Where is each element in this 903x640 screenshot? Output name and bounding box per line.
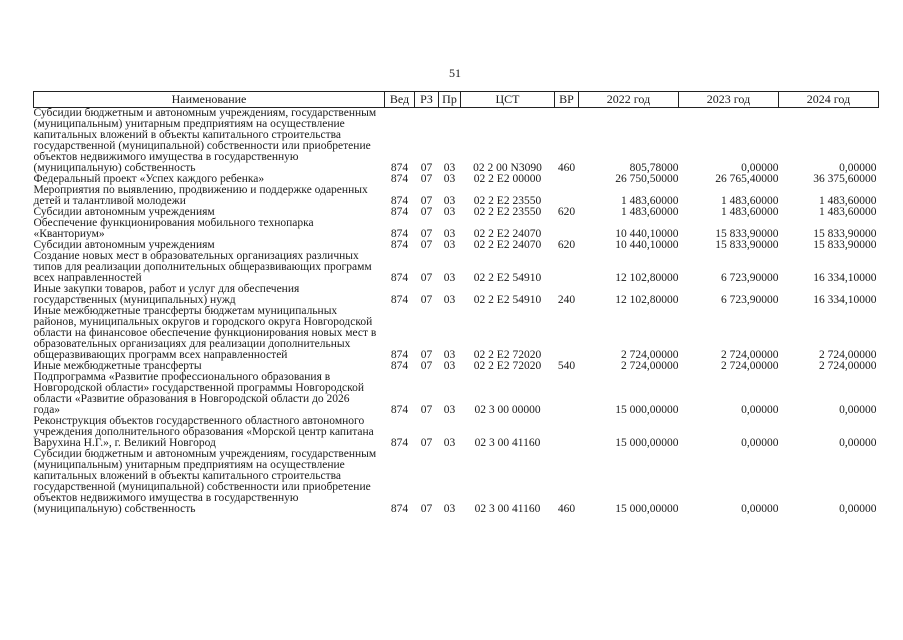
table-row	[34, 372, 879, 416]
row-cst: 02 2 E2 72020	[473, 349, 542, 361]
row-cst: 02 2 E2 23550	[473, 206, 542, 218]
row-name: Подпрограмма «Развитие профессионального образования в Новгородской области» государственной программы Новгородской области «Развитие образования в Новгородской области до 2026 года»	[33, 371, 365, 416]
row-vr	[555, 185, 579, 207]
row-2024: 0,00000	[839, 404, 877, 416]
budget-table	[33, 91, 879, 515]
row-name: Федеральный проект «Успех каждого ребенка»	[33, 173, 265, 185]
row-ved: 874	[390, 173, 409, 185]
row-2022: 15 000,00000	[615, 404, 679, 416]
row-vr: 460	[557, 503, 576, 515]
row-pr: 03	[443, 437, 456, 449]
header-ved: Вед	[385, 92, 415, 108]
row-ved: 874	[390, 349, 409, 361]
row-vr: 240	[557, 294, 576, 306]
row-rz: 07	[420, 294, 433, 306]
row-2023: 15 833,90000	[715, 228, 779, 240]
row-2022: 2 724,00000	[621, 349, 679, 361]
row-2023: 0,00000	[741, 404, 779, 416]
table-row	[34, 284, 879, 306]
row-2024: 1 483,60000	[819, 206, 877, 218]
row-vr: 460	[557, 162, 576, 174]
row-name: Реконструкция объектов государственного областного автономного учреждения дополнительного образования «Морской центр капитана Варухина Н.Г.», г. Великий Новгород	[33, 415, 374, 449]
row-2023: 1 483,60000	[721, 206, 779, 218]
row-2023: 0,00000	[741, 437, 779, 449]
row-name: Иные закупки товаров, работ и услуг для обеспечения государственных (муниципальных) нужд	[33, 283, 300, 306]
row-rz: 07	[420, 349, 433, 361]
row-2022: 15 000,00000	[615, 437, 679, 449]
row-cst: 02 2 E2 24070	[473, 228, 542, 240]
row-vr	[555, 218, 579, 240]
row-cst: 02 3 00 41160	[474, 503, 541, 515]
table-row	[34, 108, 879, 175]
row-cst: 02 2 E2 23550	[473, 195, 542, 207]
header-rz: РЗ	[415, 92, 439, 108]
table-row	[34, 416, 879, 449]
row-rz: 07	[420, 360, 433, 372]
row-pr: 03	[443, 173, 456, 185]
row-rz: 07	[420, 272, 433, 284]
row-rz: 07	[420, 173, 433, 185]
row-cst: 02 2 E2 24070	[473, 239, 542, 251]
row-cst: 02 2 00 N3090	[473, 162, 542, 174]
row-vr	[555, 306, 579, 361]
row-2024: 15 833,90000	[813, 228, 877, 240]
row-ved: 874	[390, 228, 409, 240]
row-cst: 02 2 E2 00000	[473, 173, 542, 185]
row-rz: 07	[420, 206, 433, 218]
row-2023: 2 724,00000	[721, 360, 779, 372]
row-2023: 0,00000	[741, 162, 779, 174]
header-2022: 2022 год	[579, 92, 679, 108]
row-2022: 10 440,10000	[615, 228, 679, 240]
row-name: Субсидии автономным учреждениям	[33, 206, 215, 218]
row-cst: 02 3 00 41160	[474, 437, 541, 449]
table-row	[34, 185, 879, 207]
row-ved: 874	[390, 294, 409, 306]
row-2024: 0,00000	[839, 162, 877, 174]
row-name: Субсидии автономным учреждениям	[33, 239, 215, 251]
row-name: Мероприятия по выявлению, продвижению и поддержке одаренных детей и талантливой молодежи	[33, 184, 368, 207]
row-ved: 874	[390, 162, 409, 174]
row-rz: 07	[420, 239, 433, 251]
table-header-row	[34, 92, 879, 108]
header-pr: Пр	[439, 92, 461, 108]
row-vr	[555, 174, 579, 185]
row-cst: 02 2 E2 54910	[473, 272, 542, 284]
row-name: Иные межбюджетные трансферты бюджетам муниципальных районов, муниципальных округов и городского округа Новгородской области на финансовое обеспечение функционирования новых мест в образовательных организациях для реализации дополнительных общеразвивающих программ всех направленностей	[33, 305, 377, 361]
row-rz: 07	[420, 228, 433, 240]
row-ved: 874	[390, 206, 409, 218]
row-name: Иные межбюджетные трансферты	[33, 360, 202, 372]
row-pr: 03	[443, 228, 456, 240]
header-2024: 2024 год	[779, 92, 879, 108]
row-2022: 15 000,00000	[615, 503, 679, 515]
row-ved: 874	[390, 239, 409, 251]
row-pr: 03	[443, 294, 456, 306]
row-cst: 02 2 E2 72020	[473, 360, 542, 372]
row-2023: 6 723,90000	[721, 272, 779, 284]
row-pr: 03	[443, 503, 456, 515]
table-row	[34, 218, 879, 240]
row-ved: 874	[390, 404, 409, 416]
row-2022: 1 483,60000	[621, 195, 679, 207]
row-2022: 2 724,00000	[621, 360, 679, 372]
row-pr: 03	[443, 349, 456, 361]
row-ved: 874	[390, 195, 409, 207]
row-ved: 874	[390, 272, 409, 284]
row-2022: 10 440,10000	[615, 239, 679, 251]
row-name: Субсидии бюджетным и автономным учреждениям, государственным (муниципальным) унитарным предприятиям на осуществление капитальных вложений в объекты капитального строительства государственной (муниципальной) собственности или приобретение объектов недвижимого имущества в государственную (муниципальную) собственность	[33, 448, 377, 515]
row-ved: 874	[390, 360, 409, 372]
row-2024: 15 833,90000	[813, 239, 877, 251]
row-pr: 03	[443, 360, 456, 372]
row-2022: 1 483,60000	[621, 206, 679, 218]
row-ved: 874	[390, 503, 409, 515]
row-2023: 2 724,00000	[721, 349, 779, 361]
row-vr	[555, 251, 579, 284]
row-name: Обеспечение функционирования мобильного технопарка «Кванториум»	[33, 217, 314, 240]
page-number: 51	[449, 66, 461, 80]
header-vr: ВР	[555, 92, 579, 108]
row-2024: 36 375,60000	[813, 173, 877, 185]
row-2023: 0,00000	[741, 503, 779, 515]
header-cst: ЦСТ	[461, 92, 555, 108]
row-vr: 620	[557, 206, 576, 218]
row-2022: 805,78000	[629, 162, 679, 174]
row-vr	[555, 372, 579, 416]
row-2024: 0,00000	[839, 503, 877, 515]
row-rz: 07	[420, 162, 433, 174]
row-2022: 26 750,50000	[615, 173, 679, 185]
row-2023: 26 765,40000	[715, 173, 779, 185]
row-2023: 15 833,90000	[715, 239, 779, 251]
header-2023: 2023 год	[679, 92, 779, 108]
row-2023: 6 723,90000	[721, 294, 779, 306]
table-row	[34, 449, 879, 515]
row-name: Создание новых мест в образовательных организациях различных типов для реализации дополнительных общеразвивающих программ всех направленностей	[33, 250, 372, 284]
row-cst: 02 2 E2 54910	[473, 294, 542, 306]
row-pr: 03	[443, 162, 456, 174]
row-2024: 16 334,10000	[813, 272, 877, 284]
header-name: Наименование	[34, 92, 385, 108]
row-2022: 12 102,80000	[615, 272, 679, 284]
row-pr: 03	[443, 195, 456, 207]
row-rz: 07	[420, 437, 433, 449]
row-pr: 03	[443, 239, 456, 251]
row-vr: 620	[557, 239, 576, 251]
row-pr: 03	[443, 206, 456, 218]
row-vr	[555, 416, 579, 449]
row-pr: 03	[443, 272, 456, 284]
row-2023: 1 483,60000	[721, 195, 779, 207]
table-row	[34, 306, 879, 361]
table-body	[34, 108, 879, 516]
row-pr: 03	[443, 404, 456, 416]
table-row	[34, 251, 879, 284]
row-vr: 540	[557, 360, 576, 372]
row-2022: 12 102,80000	[615, 294, 679, 306]
row-2024: 1 483,60000	[819, 195, 877, 207]
row-2024: 16 334,10000	[813, 294, 877, 306]
row-2024: 2 724,00000	[819, 349, 877, 361]
row-ved: 874	[390, 437, 409, 449]
row-rz: 07	[420, 503, 433, 515]
row-name: Субсидии бюджетным и автономным учреждениям, государственным (муниципальным) унитарным предприятиям на осуществление капитальных вложений в объекты капитального строительства государственной (муниципальной) собственности или приобретение объектов недвижимого имущества в государственную (муниципальную) собственность	[33, 107, 377, 174]
row-rz: 07	[420, 195, 433, 207]
row-2024: 2 724,00000	[819, 360, 877, 372]
row-cst: 02 3 00 00000	[474, 404, 541, 416]
row-2024: 0,00000	[839, 437, 877, 449]
row-rz: 07	[420, 404, 433, 416]
